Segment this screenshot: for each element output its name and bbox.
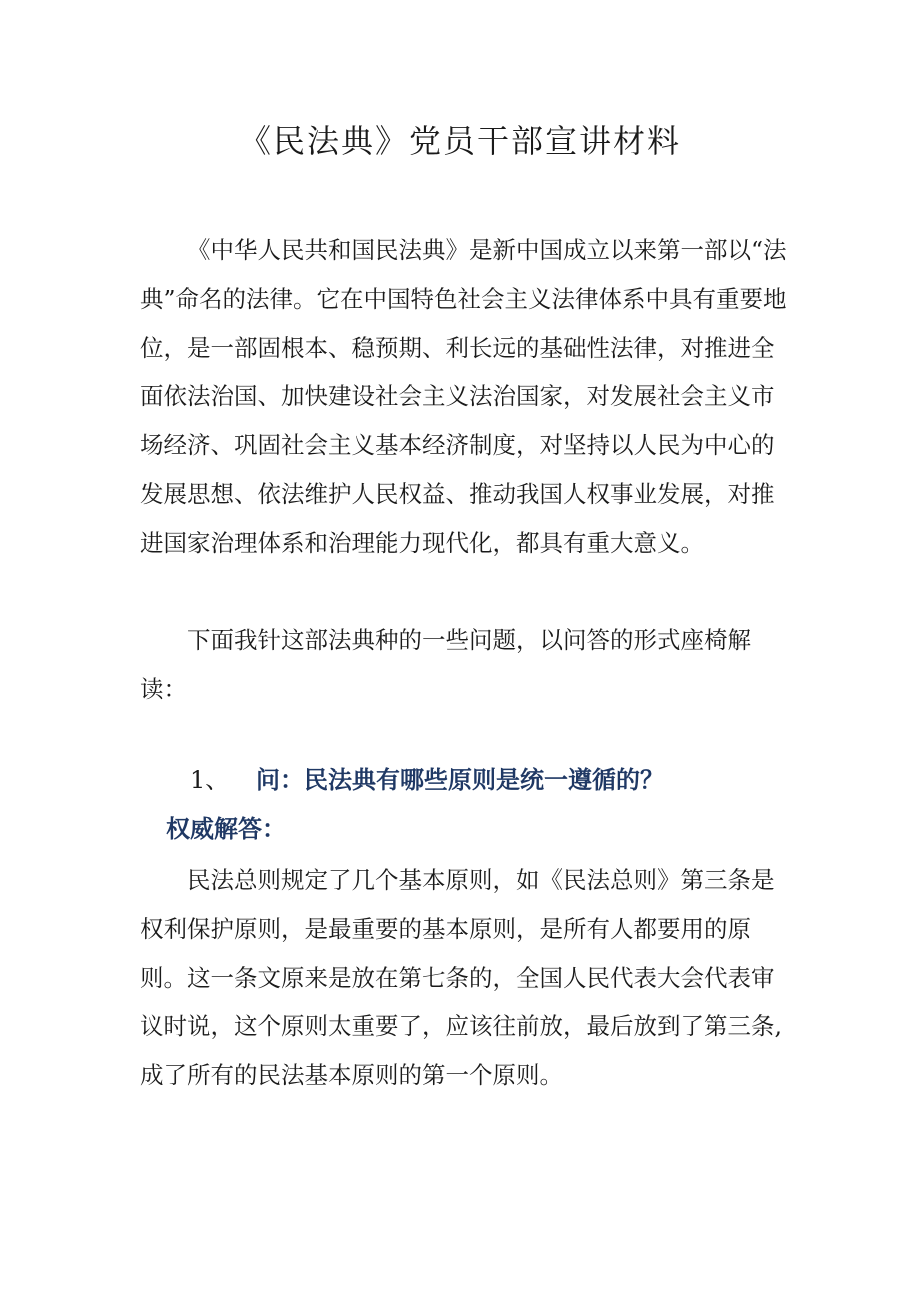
question-text: 问：民法典有哪些原则是统一遵循的？ xyxy=(256,765,664,794)
intro-paragraph: 《中华人民共和国民法典》是新中国成立以来第一部以“法典”命名的法律。它在中国特色社会主义法律体系中具有重要地位，是一部固根本、稳预期、利长远的基础性法律，对推进全面依法治国、加快建设社会主义法治国家，对发展社会主义市场经济、巩固社会主义基本经济制度，对坚持以人民为中心的发展思想、依法维护人民权益、推动我国人权事业发展，对推进国家治理体系和治理能力现代化，都具有重大意义。 xyxy=(140,236,787,557)
lead-paragraph: 下面我针这部法典种的一些问题，以问答的形式座椅解读： xyxy=(140,626,751,703)
question-number: 1、 xyxy=(190,766,230,794)
answer-label: 权威解答： xyxy=(166,814,286,843)
document-title: 《民法典》党员干部宣讲材料 xyxy=(238,122,681,160)
question-heading xyxy=(190,762,664,798)
answer-paragraph: 民法总则规定了几个基本原则，如《民法总则》第三条是权利保护原则，是最重要的基本原则，是所有人都要用的原则。这一条文原来是放在第七条的，全国人民代表大会代表审议时说，这个原则太重要了，应该往前放，最后放到了第三条,成了所有的民法基本原则的第一个原则。 xyxy=(140,866,782,1090)
